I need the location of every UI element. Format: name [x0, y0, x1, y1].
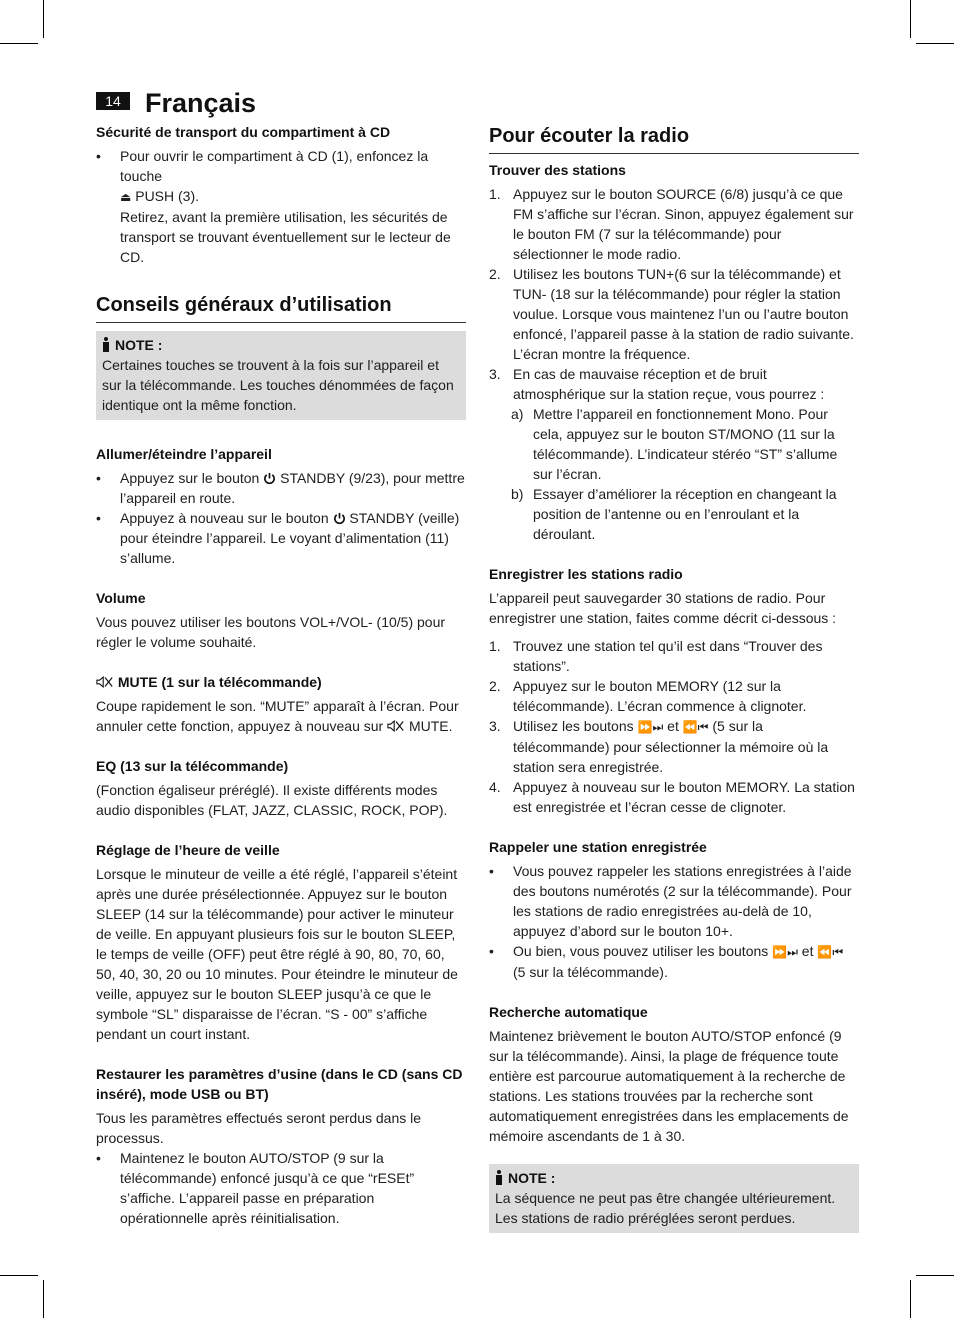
- page-number: 14: [96, 92, 130, 110]
- list-item: 1. Trouvez une station tel qu’il est dans “Trouver des stations”.: [489, 638, 823, 674]
- section-heading: Volume: [96, 590, 146, 606]
- numbered-list: [489, 184, 859, 404]
- power-icon: [263, 472, 276, 485]
- list-item: • Vous pouvez rappeler les stations enregistrées à l’aide des boutons numérotés (2 sur la télécommande). Pour les stations de radio enregistrées au-delà de 10, appuyez d’abord sur le bouton 10+.: [489, 863, 852, 939]
- note-box: [489, 1164, 859, 1233]
- mute-icon: [96, 675, 114, 689]
- skip-back-icon: ⏪⏮: [682, 720, 709, 734]
- crop-mark: [916, 1275, 954, 1276]
- list-item: 3. Utilisez les boutons ⏩⏭ et ⏪⏮ (5 sur la télécommande) pour sélectionner la mémoire où la station sera enregistrée.: [489, 718, 829, 775]
- section-heading: EQ (13 sur la télécommande): [96, 758, 289, 774]
- list-item: a) Mettre l’appareil en fonctionnement Mono. Pour cela, appuyez sur le bouton ST/MONO (11 sur la télécommande). L’indicateur stéréo “ST” s’allume sur l’écran.: [511, 406, 838, 482]
- eject-icon: ⏏: [120, 190, 132, 204]
- sub-list: [511, 404, 859, 544]
- section-heading: Restaurer les paramètres d’usine (dans le CD (sans CD inséré), mode USB ou BT): [96, 1066, 463, 1102]
- paragraph: (Fonction égaliseur préréglé). Il existe différents modes audio disponibles (FLAT, JAZZ, CLASSIC, ROCK, POP).: [96, 782, 448, 818]
- list-item: • Pour ouvrir le compartiment à CD (1), enfoncez la touche ⏏ PUSH (3).: [96, 148, 429, 204]
- paragraph: Maintenez brièvement le bouton AUTO/STOP enfoncé (9 sur la télécommande). Ainsi, la plage de fréquence toute entière est parcourue automatiquement à la recherche de stations. Les stations trouvées par la recherche sont automatiquement enregistrées dans les emplacements de mémoire ascendants de 1 à 30.: [489, 1028, 849, 1144]
- paragraph: Vous pouvez utiliser les boutons VOL+/VOL- (10/5) pour régler le volume souhaité.: [96, 614, 446, 650]
- power-icon: [333, 512, 346, 525]
- bullet-list: [96, 468, 466, 568]
- mute-icon: [387, 719, 405, 733]
- crop-mark: [910, 0, 911, 38]
- note-box: [96, 331, 466, 420]
- skip-forward-icon: ⏩⏭: [772, 945, 798, 959]
- crop-mark: [910, 1280, 911, 1318]
- bullet-list: [96, 1148, 466, 1228]
- section-heading: Recherche automatique: [489, 1004, 648, 1020]
- note-text: La séquence ne peut pas être changée ultérieurement. Les stations de radio préréglées seront perdues.: [495, 1190, 836, 1226]
- note-label: NOTE :: [115, 337, 163, 353]
- section-heading: Sécurité de transport du compartiment à CD: [96, 124, 391, 140]
- section-heading: MUTE (1 sur la télécommande): [96, 672, 466, 692]
- section-title: Conseils généraux d’utilisation: [96, 291, 466, 323]
- skip-back-icon: ⏪⏮: [817, 945, 844, 959]
- left-column: [96, 122, 466, 1228]
- crop-mark: [916, 43, 954, 44]
- list-item: Retirez, avant la première utilisation, les sécurités de transport se trouvant éventuellement sur le lecteur de CD.: [120, 209, 451, 265]
- section-heading: Trouver des stations: [489, 162, 626, 178]
- list-item: 4. Appuyez à nouveau sur le bouton MEMORY. La station est enregistrée et l’écran cesse de clignoter.: [489, 779, 855, 815]
- list-item: 1. Appuyez sur le bouton SOURCE (6/8) jusqu’à ce que FM s’affiche sur l’écran. Sinon, appuyez également sur le bouton FM (7 sur la télécommande) pour sélectionner le mode radio.: [489, 186, 854, 262]
- info-icon: [102, 337, 110, 352]
- note-label: NOTE :: [508, 1170, 556, 1186]
- crop-mark: [43, 0, 44, 38]
- list-item: 3. En cas de mauvaise réception et de bruit atmosphérique sur la station reçue, vous pourrez :: [489, 366, 825, 402]
- crop-mark: [0, 1275, 38, 1276]
- paragraph: Coupe rapidement le son. “MUTE” apparaît à l’écran. Pour annuler cette fonction, appuyez à nouveau sur MUTE.: [96, 698, 459, 734]
- page-title: Français: [145, 88, 257, 118]
- list-item: • Ou bien, vous pouvez utiliser les boutons ⏩⏭ et ⏪⏮ (5 sur la télécommande).: [489, 943, 844, 980]
- crop-mark: [43, 1280, 44, 1318]
- note-text: Certaines touches se trouvent à la fois sur l’appareil et sur la télécommande. Les touches dénommées de façon identique ont la même fonction.: [102, 357, 454, 413]
- section-title: Pour écouter la radio: [489, 122, 859, 154]
- skip-forward-icon: ⏩⏭: [637, 720, 664, 734]
- paragraph: Tous les paramètres effectués seront perdus dans le processus.: [96, 1110, 422, 1146]
- bullet-list: [96, 146, 466, 267]
- section-heading: Allumer/éteindre l’appareil: [96, 446, 272, 462]
- section-heading: Rappeler une station enregistrée: [489, 839, 707, 855]
- paragraph: Lorsque le minuteur de veille a été réglé, l’appareil s’éteint après une durée présélectionnée. Appuyez sur le bouton SLEEP (14 sur la télécommande) pour activer le minuteur de veille. En appuyant plusieurs fois sur le bouton SLEEP, le temps de veille (OFF) peut être réglé à 90, 80, 70, 60, 50, 40, 30, 20 ou 10 minutes. Pour éteindre le minuteur de veille, appuyez sur le bouton SLEEP jusqu’à ce que le symbole “SL” disparaisse de l’écran. “S - 00” s’affiche pendant un court instant.: [96, 866, 458, 1042]
- section-heading: Réglage de l’heure de veille: [96, 842, 280, 858]
- bullet-list: [489, 861, 859, 982]
- right-column: [489, 122, 859, 1233]
- crop-mark: [0, 43, 38, 44]
- list-item: • Appuyez à nouveau sur le bouton STANDBY (veille) pour éteindre l’appareil. Le voyant d’alimentation (11) s’allume.: [96, 510, 460, 566]
- list-item: 2. Appuyez sur le bouton MEMORY (12 sur la télécommande). L’écran commence à clignoter.: [489, 678, 807, 714]
- list-item: 2. Utilisez les boutons TUN+(6 sur la télécommande) et TUN- (18 sur la télécommande) pour régler la station voulue. Lorsque vous maintenez l’un ou l’autre bouton enfoncé, l’appareil passe à la station de radio suivante. L’écran montre la fréquence.: [489, 266, 854, 362]
- info-icon: [495, 1170, 503, 1185]
- list-item: • Appuyez sur le bouton STANDBY (9/23), pour mettre l’appareil en route.: [96, 470, 465, 506]
- list-item: b) Essayer d’améliorer la réception en changeant la position de l’antenne ou en l’enroulant et la déroulant.: [511, 486, 837, 542]
- list-item: • Maintenez le bouton AUTO/STOP (9 sur la télécommande) enfoncé jusqu’à ce que “rESEt” s’affiche. L’appareil passe en préparation opérationnelle après réinitialisation.: [96, 1150, 415, 1226]
- paragraph: L’appareil peut sauvegarder 30 stations de radio. Pour enregistrer une station, faites comme décrit ci-dessous :: [489, 590, 837, 626]
- section-heading: Enregistrer les stations radio: [489, 566, 683, 582]
- numbered-list: [489, 636, 859, 817]
